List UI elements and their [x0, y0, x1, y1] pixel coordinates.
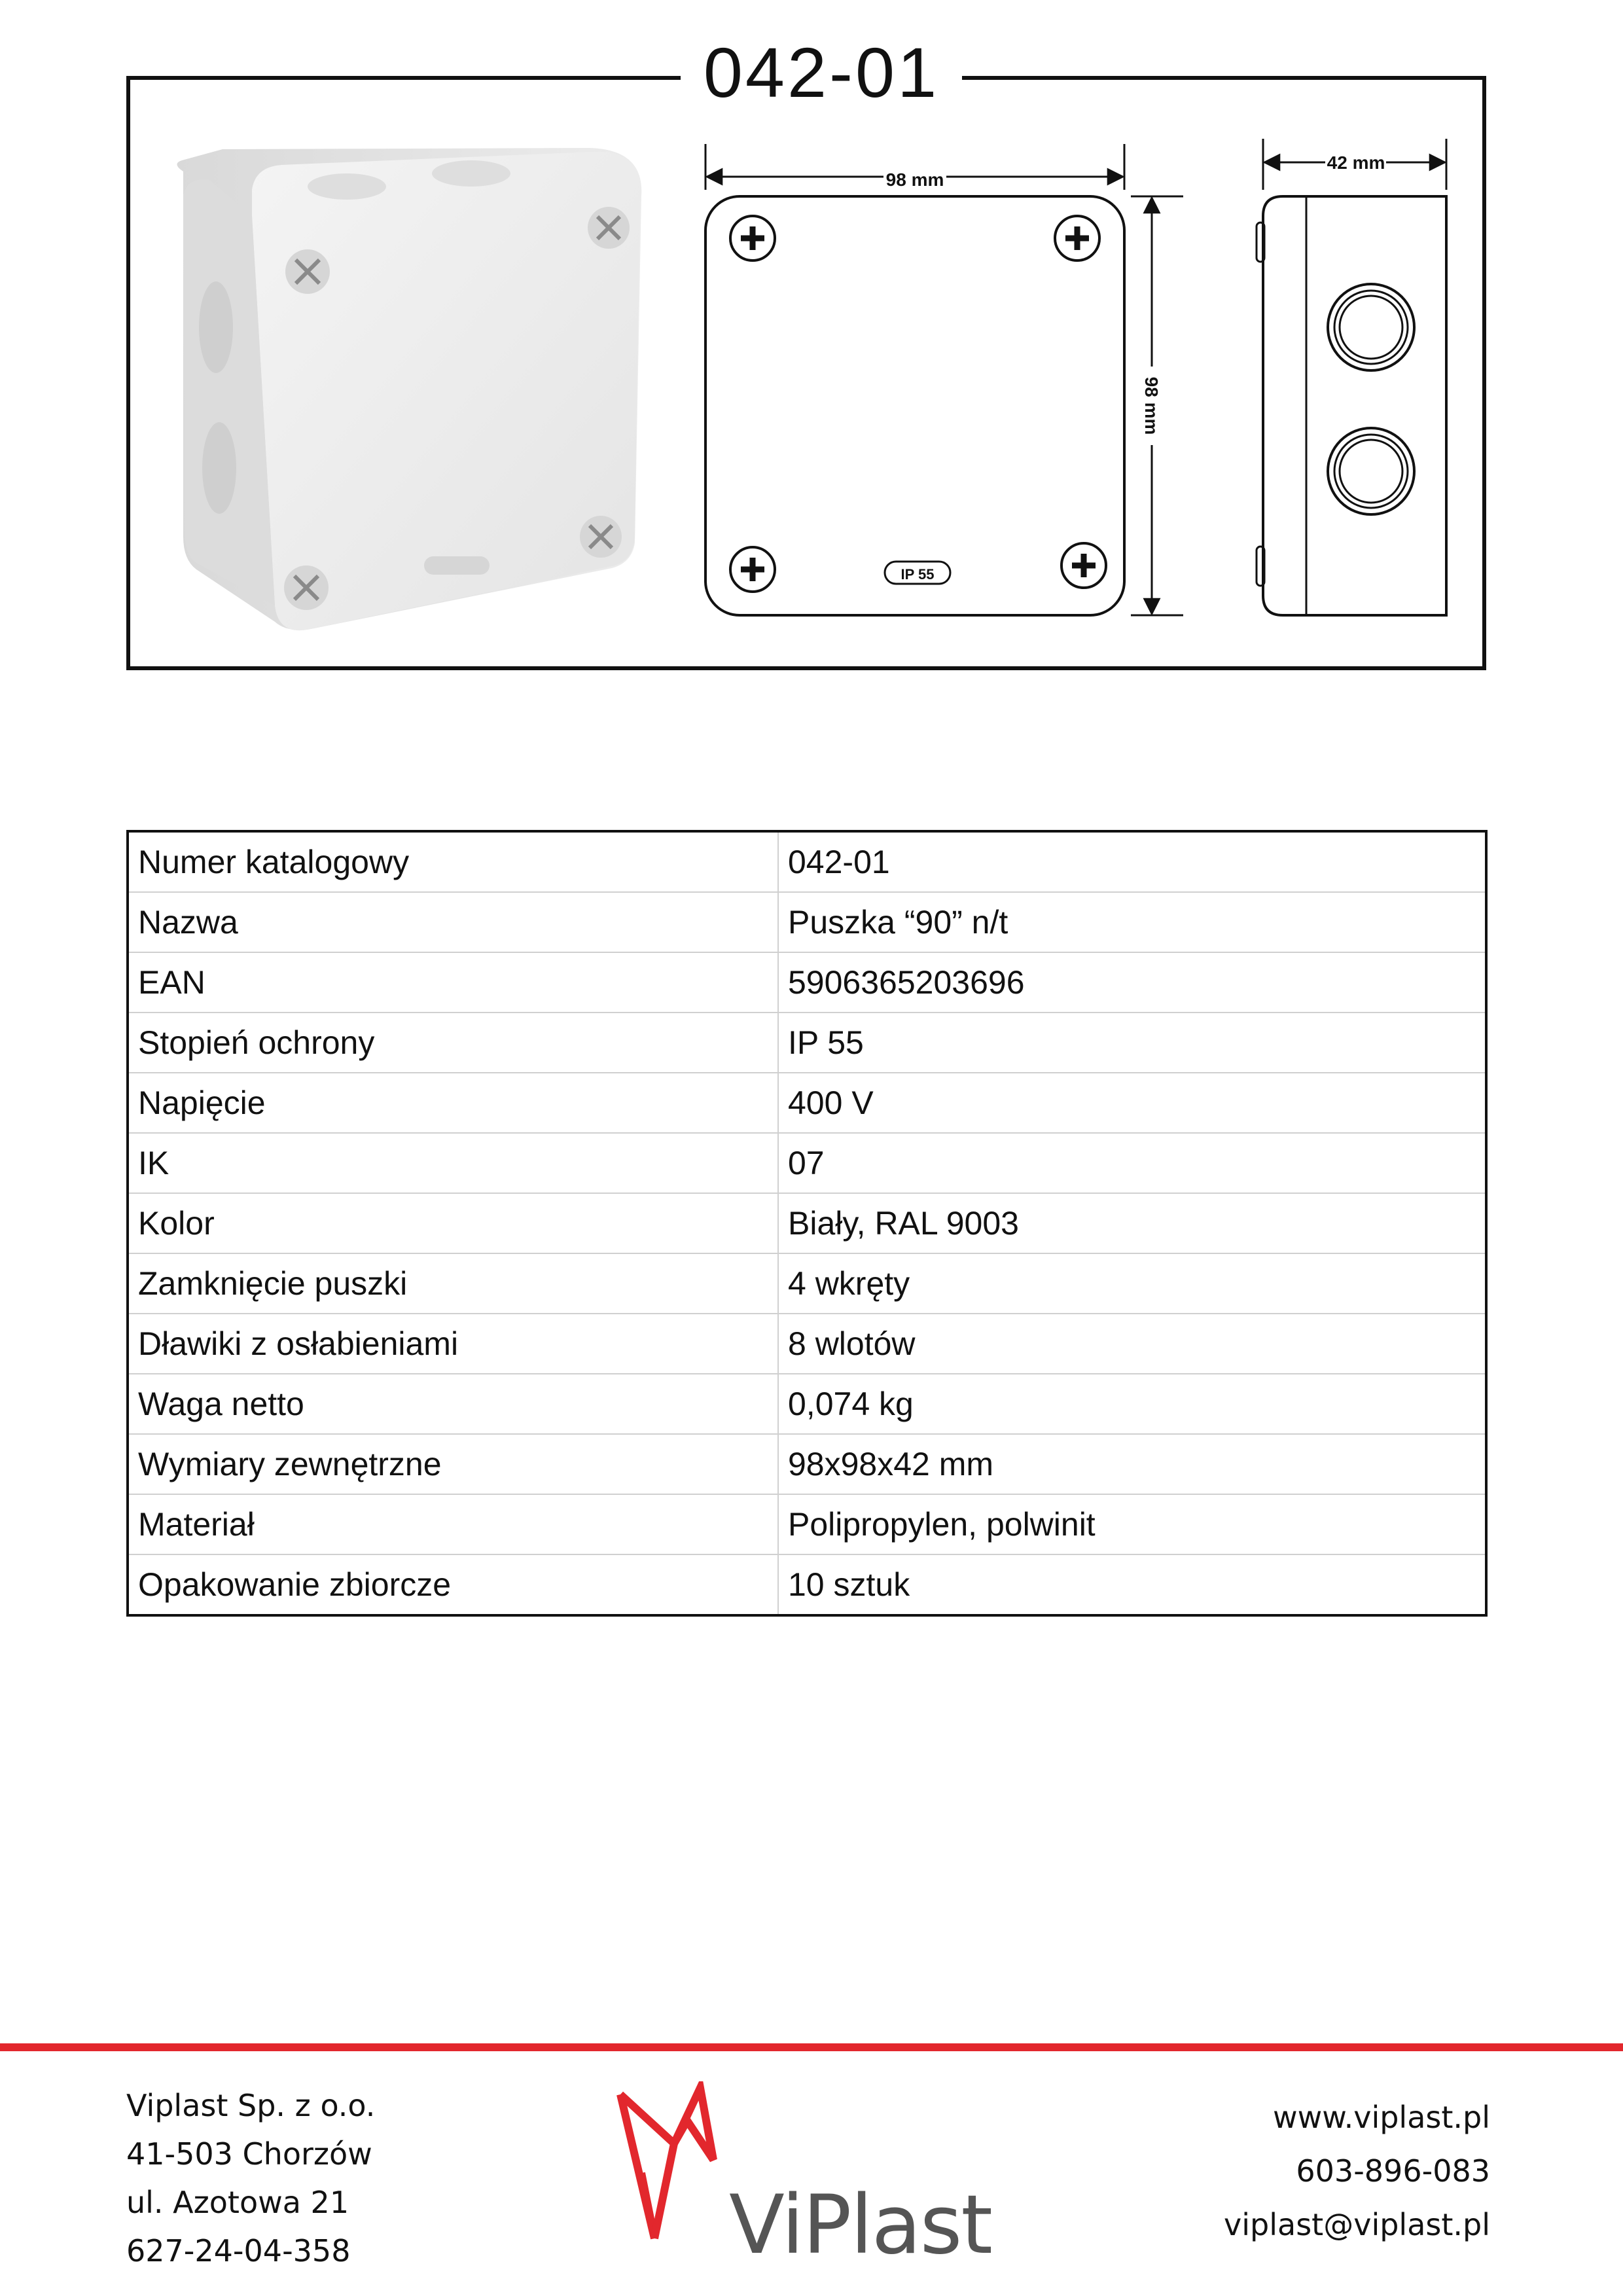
table-row [128, 831, 1486, 892]
spec-value: IP 55 [778, 1013, 1486, 1073]
table-row [128, 952, 1486, 1013]
cable-gland-icon [1328, 284, 1414, 370]
spec-value: 10 sztuk [788, 1566, 910, 1603]
email-link[interactable]: viplast@viplast.pl [1224, 2207, 1490, 2242]
table-row [128, 1133, 1486, 1193]
page-title: 042-01 [681, 24, 962, 122]
spec-value: 98x98x42 mm [778, 1434, 1486, 1494]
table-row [128, 1073, 1486, 1133]
spec-label: Dławiki z osłabieniami [128, 1314, 778, 1374]
company-name: Viplast Sp. z o.o. [126, 2088, 376, 2123]
spec-label: Nazwa [128, 892, 778, 952]
plus-screw-icon [730, 216, 775, 260]
table-row [128, 1314, 1486, 1374]
cable-gland-icon [1328, 428, 1414, 514]
spec-label: Wymiary zewnętrzne [128, 1434, 778, 1494]
spec-value: Puszka “90” n/t [778, 892, 1486, 952]
table-row [128, 1013, 1486, 1073]
mobile-phone: 603-896-083 [1296, 2153, 1490, 2189]
table-row [128, 1374, 1486, 1434]
website-link[interactable]: www.viplast.pl [1272, 2100, 1490, 2135]
plus-screw-icon [1061, 543, 1106, 588]
contact-info [1224, 2090, 1490, 2251]
spec-label: Napięcie [128, 1073, 778, 1133]
office-phone: 627-24-04-358 [126, 2233, 351, 2269]
screw-icon [285, 249, 330, 294]
spec-value: 4 wkręty [778, 1253, 1486, 1314]
table-row [128, 892, 1486, 952]
plus-screw-icon [1055, 216, 1099, 260]
technical-drawings [0, 0, 1623, 720]
table-row [128, 1554, 1486, 1615]
table-row [128, 1494, 1486, 1554]
spec-label: IK [128, 1133, 778, 1193]
spec-label: EAN [128, 952, 778, 1013]
spec-label: Opakowanie zbiorcze [128, 1554, 778, 1615]
width-dimension-label: 98 mm [885, 170, 944, 190]
table-row [128, 1253, 1486, 1314]
street-address: ul. Azotowa 21 [126, 2185, 349, 2220]
spec-label: Stopień ochrony [128, 1013, 778, 1073]
depth-dimension-label: 42 mm [1327, 152, 1385, 173]
table-row [128, 1193, 1486, 1253]
spec-label: Numer katalogowy [128, 831, 778, 892]
height-dimension-label: 98 mm [1141, 376, 1162, 435]
table-row [128, 1434, 1486, 1494]
spec-label: Kolor [128, 1193, 778, 1253]
spec-label: Materiał [128, 1494, 778, 1554]
product-illustration [177, 148, 641, 630]
screw-icon [580, 516, 622, 558]
spec-label: Waga netto [128, 1374, 778, 1434]
lid-ip-marking: IP 55 [901, 566, 935, 583]
spec-label: Zamknięcie puszki [128, 1253, 778, 1314]
spec-value: 8 wlotów [778, 1314, 1486, 1374]
front-view-drawing [705, 144, 1183, 615]
spec-value: 0,074 kg [778, 1374, 1486, 1434]
viplast-logo-icon [615, 2081, 733, 2278]
footer-divider [0, 2043, 1623, 2051]
company-address [126, 2081, 375, 2275]
logo-wordmark: ViPlast [729, 2178, 991, 2272]
screw-icon [588, 207, 630, 249]
spec-value: 5906365203696 [778, 952, 1486, 1013]
spec-value: Biały, RAL 9003 [778, 1193, 1486, 1253]
side-view-drawing [1257, 139, 1446, 615]
spec-value: 400 V [778, 1073, 1486, 1133]
postal-city: 41-503 Chorzów [126, 2136, 372, 2172]
screw-icon [284, 565, 329, 610]
spec-value: 07 [778, 1133, 1486, 1193]
spec-value: Polipropylen, polwinit [778, 1494, 1486, 1554]
plus-screw-icon [730, 547, 775, 592]
specification-table [126, 830, 1488, 1617]
spec-value: 042-01 [778, 831, 1486, 892]
